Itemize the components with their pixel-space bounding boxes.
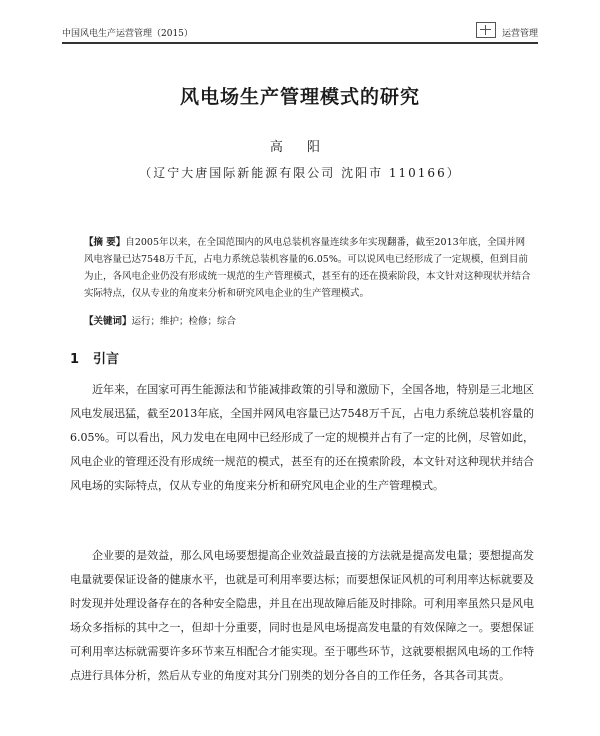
section-title: 引言 bbox=[93, 352, 120, 367]
section-heading bbox=[70, 348, 119, 367]
journal-logo-icon bbox=[476, 22, 496, 38]
author-name: 高 阳 bbox=[269, 140, 331, 155]
section-label: 运营管理 bbox=[501, 29, 538, 39]
abstract-text: 自2005年以来，在全国范围内的风电总装机容量连续多年实现翻番，截至2013年底，全国并网风电容量已达7548万千瓦，占电力系统总装机容量的6.05%。可以说风电已经形成了一定规模，但到目前为止，各风电企业仍没有形成统一规范的生产管理模式，甚至有的还在摸索阶段，本文针对这种现状并结合实际特点，仅从专业的角度来分析和研究风电企业的生产管理模式。 bbox=[84, 237, 531, 299]
abstract bbox=[84, 234, 534, 302]
body-paragraph: 近年来，在国家可再生能源法和节能减排政策的引导和激励下，全国各地，特别是三北地区风电发展迅猛，截至2013年底，全国并网风电容量已达7548万千瓦，占电力系统总装机容量的6.05%。可以看出，风力发电在电网中已经形成了一定的规模并占有了一定的比例，尽管如此，风电企业的管理还没有形成统一规范的模式，甚至有的还在摸索阶段，本文针对这种现状并结合风电场的实际特点，仅从专业的角度来分析和研究风电企业的生产管理模式。 bbox=[70, 383, 534, 492]
section-number: 1 bbox=[70, 352, 80, 367]
header-right bbox=[476, 22, 538, 39]
abstract-tag: 【摘 要】 bbox=[84, 237, 126, 248]
keywords-text: 运行；维护；检修；综合 bbox=[131, 316, 237, 327]
running-header bbox=[62, 22, 538, 44]
body-paragraph: 企业要的是效益，那么风电场要想提高企业效益最直接的方法就是提高发电量；要想提高发电量就要保证设备的健康水平，也就是可利用率要达标；而要想保证风机的可利用率达标就要及时发现并处理设备存在的各种安全隐患，并且在出现故障后能及时排除。可利用率虽然只是风电场众多指标的其中之一，但却十分重要，同时也是风电场提高发电量的有效保障之一。要想保证可利用率达标就需要许多环节来互相配合才能实现。至于哪些环节，这就要根据风电场的工作特点进行具体分析，然后从专业的角度对其分门别类的划分各自的工作任务，各其各司其责。 bbox=[70, 549, 534, 682]
paper-title: 风电场生产管理模式的研究 bbox=[179, 86, 420, 108]
journal-name: 中国风电生产运营管理（2015） bbox=[62, 29, 193, 39]
keywords bbox=[84, 313, 534, 327]
author-affiliation: （辽宁大唐国际新能源有限公司 沈阳市 110166） bbox=[139, 166, 461, 180]
keywords-tag: 【关键词】 bbox=[84, 316, 132, 327]
